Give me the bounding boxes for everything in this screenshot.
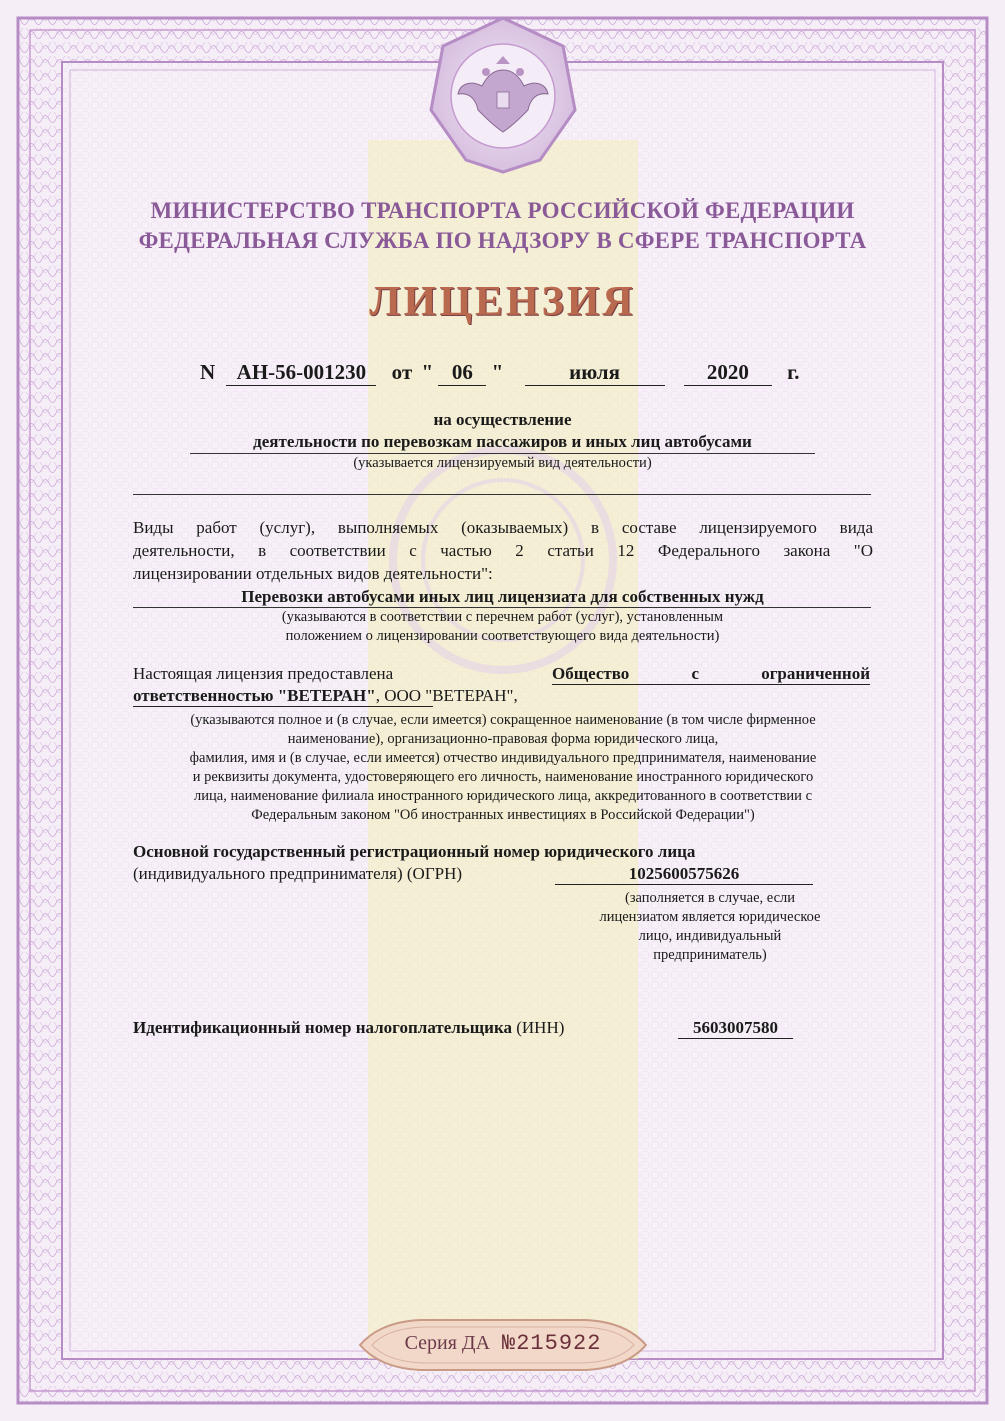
license-number: АН-56-001230 — [226, 360, 376, 386]
inn-value: 5603007580 — [678, 1018, 793, 1039]
licensee-caption-line5: лица, наименование филиала иностранного юридического лица, аккредитованного в соответствии с — [194, 788, 812, 804]
licensee-short-name: , ООО "ВЕТЕРАН", — [375, 686, 518, 705]
ogrn-label-line2: (индивидуального предпринимателя) (ОГРН) — [133, 864, 463, 883]
licensee-caption-line2: наименование), организационно-правовая форма юридического лица, — [287, 731, 719, 747]
license-day: 06 — [438, 360, 486, 386]
works-text-line1: Виды работ (услуг), выполняемых (оказываемых) в составе лицензируемого вида — [133, 518, 873, 537]
license-number-line — [200, 360, 820, 386]
works-value: Перевозки автобусами иных лиц лицензиата для собственных нужд — [241, 587, 764, 606]
activity-intro: на осуществление — [433, 410, 572, 429]
works-caption-line2: положением о лицензировании соответствующего вида деятельности) — [285, 628, 720, 644]
series-label: Серия ДА — [404, 1332, 491, 1354]
license-year: 2020 — [684, 360, 772, 386]
licensee-value-line1: Общество с ограниченной — [552, 664, 870, 683]
works-caption-line1: (указываются в соответствии с перечнем работ (услуг), установленным — [281, 609, 724, 625]
inn-label — [133, 1018, 673, 1038]
activity-value: деятельности по перевозкам пассажиров и иных лиц автобусами — [253, 432, 752, 451]
year-suffix: г. — [787, 360, 800, 384]
licensee-caption-line1: (указываются полное и (в случае, если имеется) сокращенное наименование (в том числе фирменное — [190, 712, 816, 728]
ogrn-label-line1: Основной государственный регистрационный номер юридического лица — [133, 842, 696, 861]
license-month: июля — [525, 360, 665, 386]
from-label: от — [391, 360, 413, 384]
agency-name: ФЕДЕРАЛЬНАЯ СЛУЖБА ПО НАДЗОРУ В СФЕРЕ ТРАНСПОРТА — [138, 228, 867, 253]
licensee-caption-line6: Федеральным законом "Об иностранных инвестициях в Российской Федерации") — [251, 807, 755, 823]
licensee-caption-line4: и реквизиты документа, удостоверяющего его личность, наименование иностранного юридического — [192, 769, 814, 785]
activity-caption: (указывается лицензируемый вид деятельности) — [353, 455, 652, 471]
ministry-name: МИНИСТЕРСТВО ТРАНСПОРТА РОССИЙСКОЙ ФЕДЕРАЦИИ — [150, 198, 855, 223]
licensee-caption-line3: фамилия, имя и (в случае, если имеется) отчество индивидуального предпринимателя, наименование — [189, 750, 817, 766]
works-text-line3: лицензировании отдельных видов деятельности": — [133, 564, 493, 583]
document-title: ЛИЦЕНЗИЯ — [369, 279, 636, 325]
serial-block — [360, 1331, 646, 1356]
works-text-line2: деятельности, в соответствии с частью 2 статьи 12 Федерального закона "О — [133, 541, 873, 560]
quote-open: " — [421, 360, 434, 384]
licensee-label: Настоящая лицензия предоставлена — [133, 664, 394, 683]
ogrn-note-line3: лицо, индивидуальный — [638, 928, 782, 944]
ogrn-note-line1: (заполняется в случае, если — [625, 890, 795, 906]
number-label: N — [200, 360, 216, 384]
licensee-value-line2 — [133, 686, 518, 707]
inn-label-abbr: (ИНН) — [516, 1018, 565, 1037]
serial-number: №215922 — [502, 1331, 602, 1356]
licensee-full-name: ответственностью "ВЕТЕРАН" — [133, 686, 376, 705]
ogrn-note-line4: предприниматель) — [653, 947, 767, 963]
ogrn-note-line2: лицензиатом является юридическое — [599, 909, 821, 925]
inn-label-main: Идентификационный номер налогоплательщика — [133, 1018, 512, 1037]
ogrn-value: 1025600575626 — [555, 864, 813, 885]
quote-close: " — [491, 360, 504, 384]
